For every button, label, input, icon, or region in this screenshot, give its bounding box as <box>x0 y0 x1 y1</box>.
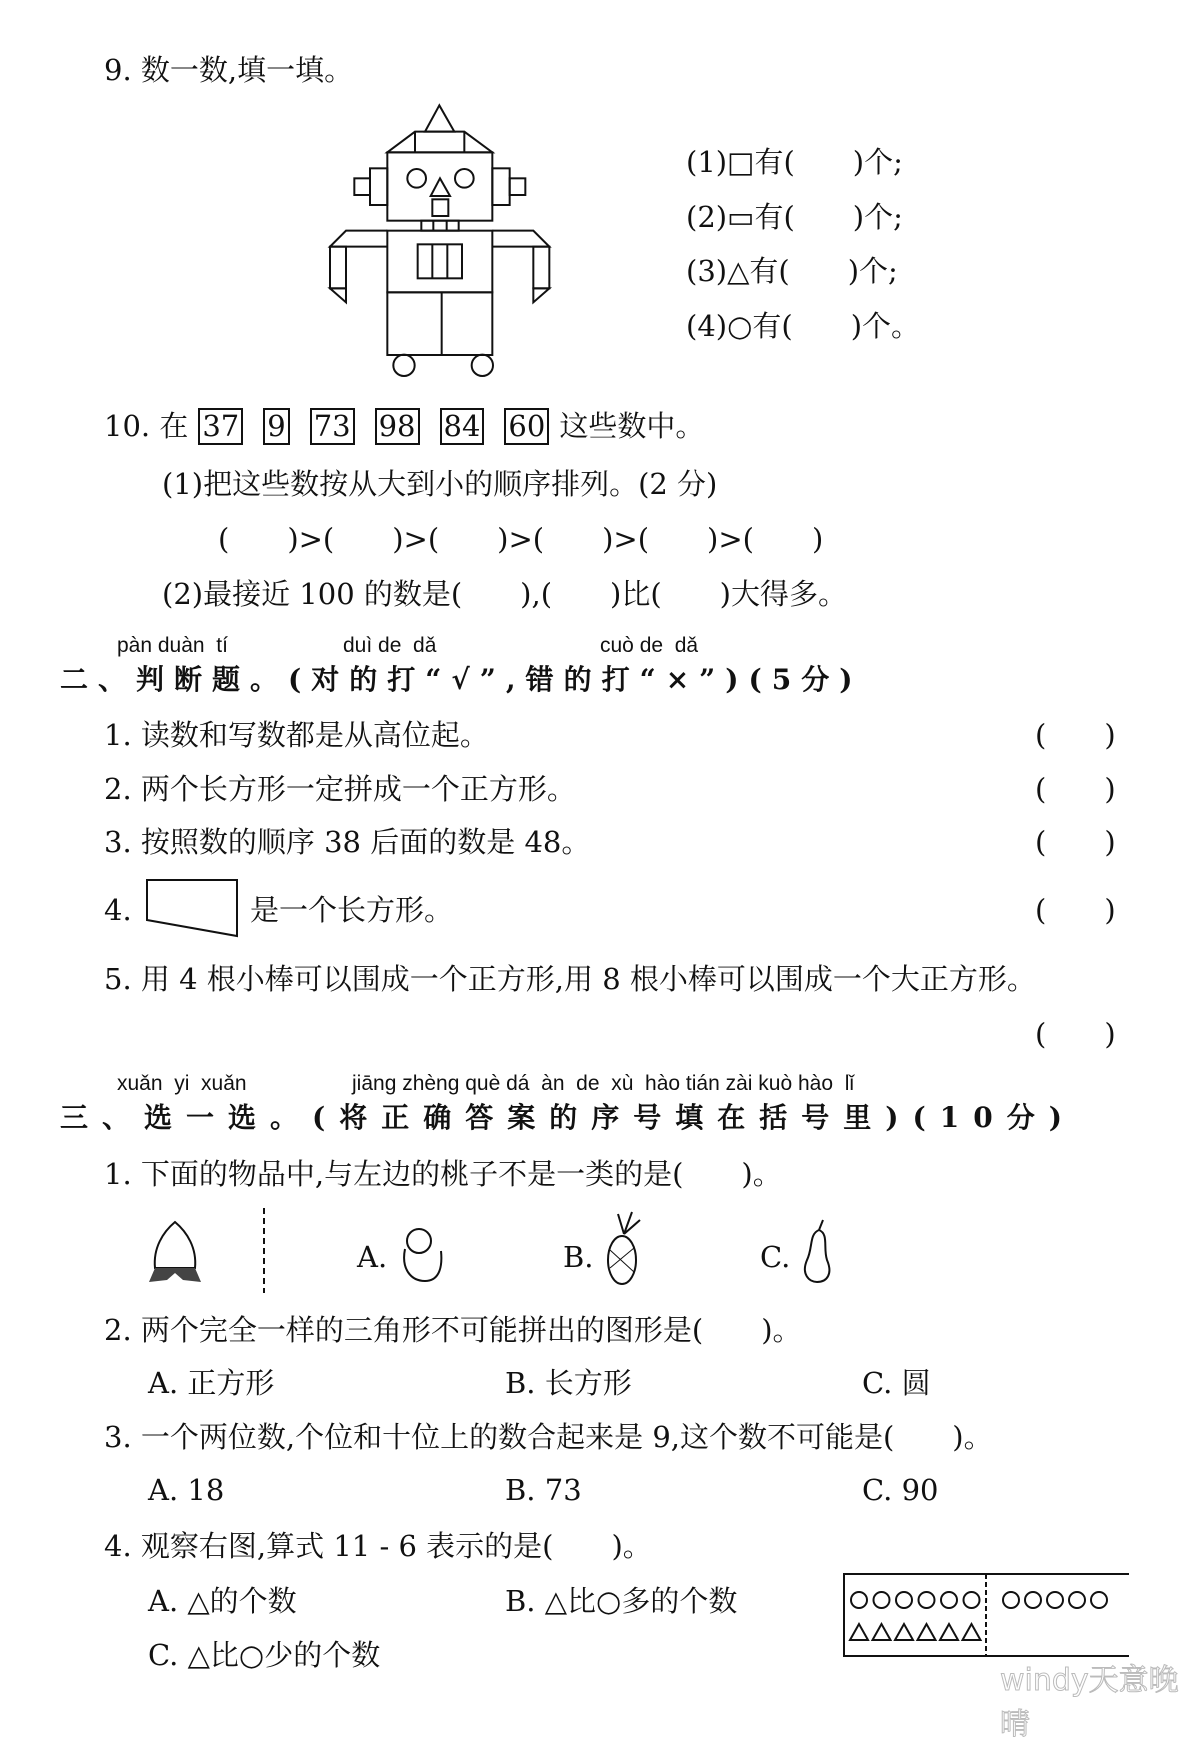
option-a-label: A. <box>357 1240 388 1274</box>
option-c-label: C. <box>760 1240 791 1274</box>
judge-item-5: 5. 用 4 根小棒可以围成一个正方形,用 8 根小棒可以围成一个大正方形。 <box>104 962 1036 996</box>
answer-paren: ( ) <box>1035 718 1116 752</box>
trapezoid-figure <box>145 878 241 940</box>
circle-mark <box>1091 1592 1107 1608</box>
triangle-mark <box>918 1624 936 1640</box>
q10-sub2: (2)最接近 100 的数是( ),( )比( )大得多。 <box>162 577 847 611</box>
watermark: windy天意晚晴 <box>1000 1663 1179 1742</box>
answer-paren: ( ) <box>1035 825 1116 859</box>
q9-item-3: (3)△有( )个; <box>686 254 898 288</box>
number-box: 60 <box>504 408 549 445</box>
option-a: A. 正方形 <box>148 1366 275 1400</box>
pear-icon <box>797 1218 837 1288</box>
number-box: 98 <box>375 408 420 445</box>
answer-paren: ( ) <box>1035 772 1116 806</box>
triangle-mark <box>940 1624 958 1640</box>
option-c: C. 圆 <box>862 1366 931 1400</box>
judge-item-1: 1. 读数和写数都是从高位起。 <box>104 718 489 752</box>
choice-q1: 1. 下面的物品中,与左边的桃子不是一类的是( )。 <box>104 1157 782 1191</box>
section-2-title: 二、判断题。(对的打“√”,错的打“×”)(5分) <box>60 663 863 696</box>
q9-title: 9. 数一数,填一填。 <box>104 53 354 87</box>
triangle-mark <box>873 1624 891 1640</box>
judge-item-3: 3. 按照数的顺序 38 后面的数是 48。 <box>104 825 591 859</box>
q9-item-2: (2)▭有( )个; <box>686 200 903 234</box>
pinyin: duì de dǎ <box>343 634 437 657</box>
judge-item-4-text: 是一个长方形。 <box>250 893 454 927</box>
option-b: B. 73 <box>505 1473 582 1507</box>
pinyin: jiāng zhèng què dá àn de xù hào tián zài kuò hào lǐ <box>352 1072 855 1095</box>
circle-mark <box>851 1592 867 1608</box>
option-a: A. △的个数 <box>148 1584 297 1618</box>
number-box: 37 <box>198 408 243 445</box>
triangle-mark <box>963 1624 981 1640</box>
q9-item-4: (4)○有( )个。 <box>686 309 921 343</box>
pineapple-icon <box>600 1210 650 1290</box>
choice-q3: 3. 一个两位数,个位和十位上的数合起来是 9,这个数不可能是( )。 <box>104 1420 993 1454</box>
option-c: C. △比○少的个数 <box>148 1638 381 1672</box>
circle-mark <box>1025 1592 1041 1608</box>
circle-mark <box>941 1592 957 1608</box>
divider-dashed <box>262 1208 266 1293</box>
option-b: B. 长方形 <box>505 1366 632 1400</box>
section-3-title: 三、选一选。(将正确答案的序号填在括号里)(10分) <box>60 1101 1076 1134</box>
circle-mark <box>874 1592 890 1608</box>
judge-item-2: 2. 两个长方形一定拼成一个正方形。 <box>104 772 576 806</box>
circle-mark <box>1069 1592 1085 1608</box>
number-box: 84 <box>440 408 485 445</box>
circle-mark <box>919 1592 935 1608</box>
peach-icon <box>145 1218 205 1293</box>
pinyin: pàn duàn tí <box>117 634 228 657</box>
q10-line <box>104 408 704 445</box>
pinyin: cuò de dǎ <box>600 634 699 657</box>
q9-item-1: (1)□有( )个; <box>686 145 903 179</box>
q4-figure <box>843 1572 1133 1658</box>
option-a: A. 18 <box>148 1473 225 1507</box>
choice-q2: 2. 两个完全一样的三角形不可能拼出的图形是( )。 <box>104 1313 802 1347</box>
robot-figure <box>300 90 600 390</box>
judge-item-4: 4. <box>104 893 132 927</box>
circle-mark <box>964 1592 980 1608</box>
option-c: C. 90 <box>862 1473 939 1507</box>
answer-paren: ( ) <box>1035 893 1116 927</box>
triangle-mark <box>895 1624 913 1640</box>
option-b-label: B. <box>563 1240 594 1274</box>
triangle-mark <box>850 1624 868 1640</box>
number-box: 9 <box>263 408 289 445</box>
vegetable-icon <box>397 1225 447 1285</box>
circle-mark <box>896 1592 912 1608</box>
answer-paren: ( ) <box>1035 1017 1116 1051</box>
choice-q4: 4. 观察右图,算式 11 - 6 表示的是( )。 <box>104 1529 652 1563</box>
pinyin: xuǎn yi xuǎn <box>117 1072 247 1095</box>
option-b: B. △比○多的个数 <box>505 1584 738 1618</box>
q10-sub1: (1)把这些数按从大到小的顺序排列。(2 分) <box>162 467 718 501</box>
q10-prefix: 10. 在 <box>104 409 189 443</box>
circle-mark <box>1003 1592 1019 1608</box>
q10-order-row: ( )>( )>( )>( )>( )>( ) <box>218 522 824 556</box>
circle-mark <box>1047 1592 1063 1608</box>
number-box: 73 <box>310 408 355 445</box>
q10-suffix: 这些数中。 <box>559 409 705 443</box>
